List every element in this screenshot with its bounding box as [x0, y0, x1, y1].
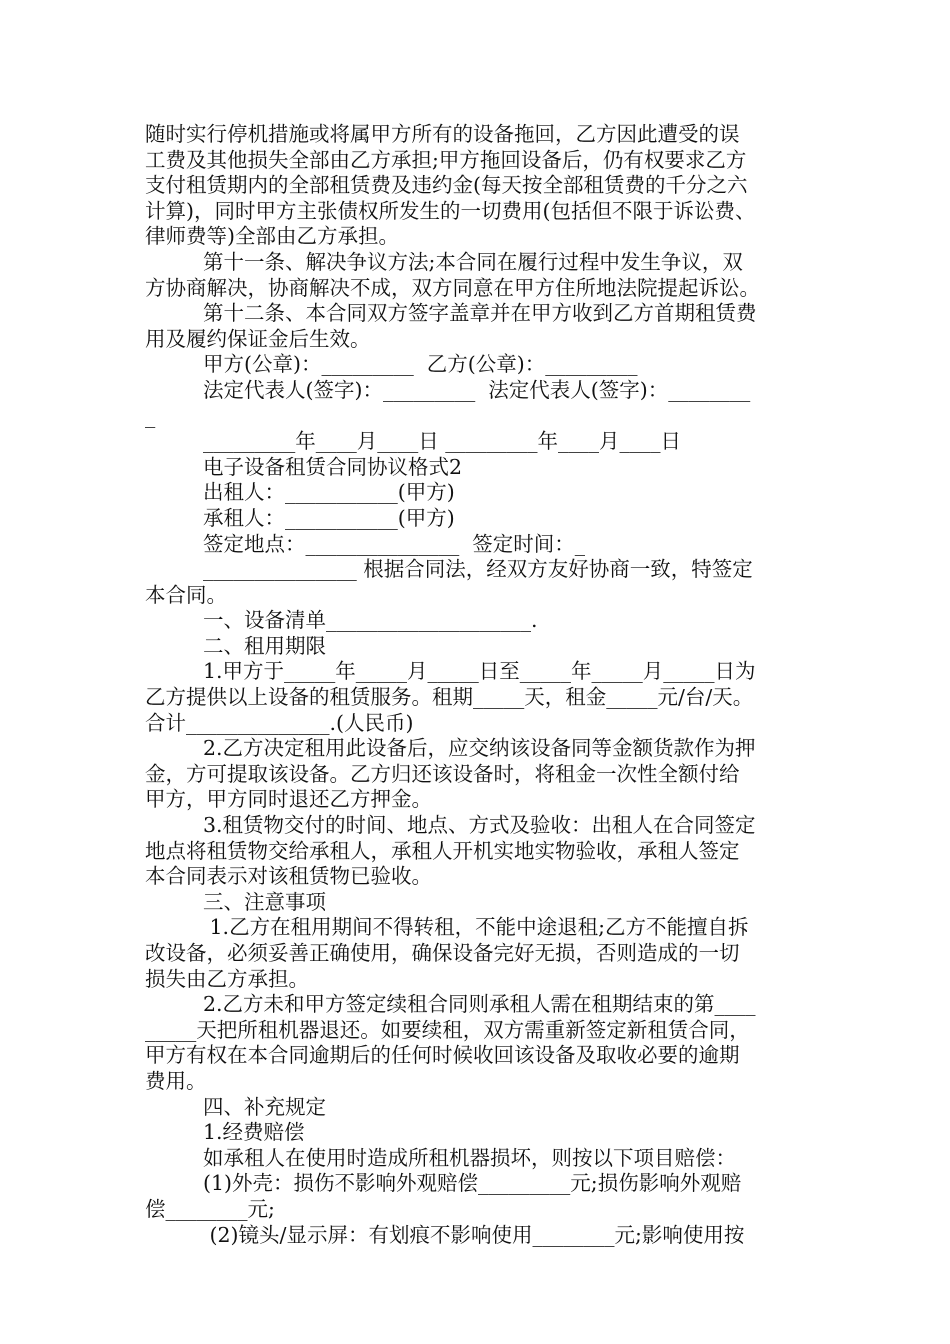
text-line: 如承租人在使用时造成所租机器损坏，则按以下项目赔偿：: [203, 1145, 736, 1170]
text-line: 律师费等)全部由乙方承担。: [145, 224, 399, 249]
text-line: 甲方(公章)：_________ 乙方(公章)：_________: [203, 352, 638, 377]
text-line: 2.乙方决定租用此设备后，应交纳该设备同等金额货款作为押: [203, 736, 756, 761]
text-line: 改设备，必须妥善正确使用，确保设备完好无损，否则造成的一切: [145, 941, 740, 965]
text-line: (2)镜头/显示屏：有划痕不影响使用________元;影响使用按: [203, 1222, 745, 1247]
text-line: 签定地点：_______________ 签定时间：_: [203, 531, 586, 556]
text-line: 乙方提供以上设备的租赁服务。租期_____天，租金_____元/台/天。: [145, 685, 754, 710]
text-line: 二、租用期限: [203, 633, 326, 658]
text-line: _________年____月____日 _________年____月____日: [203, 429, 682, 454]
text-line: 2.乙方未和甲方签定续租合同则承租人需在租期结束的第____: [203, 992, 756, 1017]
text-line: 损失由乙方承担。: [145, 966, 309, 991]
text-line: 方协商解决，协商解决不成，双方同意在甲方住所地法院提起诉讼。: [145, 275, 760, 300]
text-line: 1.经费赔偿: [203, 1120, 305, 1145]
text-line: 甲方，甲方同时退还乙方押金。: [145, 787, 432, 812]
text-line: 四、补充规定: [203, 1094, 326, 1119]
text-line: 第十二条、本合同双方签字盖章并在甲方收到乙方首期租赁费: [203, 301, 757, 326]
text-line: 地点将租赁物交给承租人，承租人开机实地实物验收，承租人签定: [145, 838, 740, 863]
text-line: 3.租赁物交付的时间、地点、方式及验收：出租人在合同签定: [203, 813, 756, 838]
text-line: (1)外壳：损伤不影响外观赔偿_________元;损伤影响外观赔: [203, 1171, 742, 1196]
text-line: 甲方有权在本合同逾期后的任何时候收回该设备及取收必要的逾期: [145, 1043, 740, 1068]
text-line: 本合同。: [145, 582, 227, 607]
text-line: 承租人：___________(甲方): [203, 505, 455, 530]
text-line: 1.乙方在租用期间不得转租，不能中途退租;乙方不能擅自拆: [203, 915, 749, 940]
text-line: _______________ 根据合同法，经双方友好协商一致，特签定: [203, 557, 753, 582]
text-line: 法定代表人(签字)：_________ 法定代表人(签字)：________: [203, 377, 751, 402]
text-line: 第十一条、解决争议方法;本合同在履行过程中发生争议，双: [203, 249, 743, 274]
text-line: _: [145, 403, 156, 428]
text-line: 随时实行停机措施或将属甲方所有的设备拖回，乙方因此遭受的误: [145, 122, 740, 146]
text-line: 本合同表示对该租赁物已验收。: [145, 864, 432, 889]
text-line: 电子设备租赁合同协议格式2: [203, 454, 463, 479]
text-line: 支付租赁期内的全部租赁费及违约金(每天按全部租赁费的千分之六: [145, 173, 748, 198]
text-line: 偿________元;: [145, 1196, 275, 1221]
text-line: 用及履约保证金后生效。: [145, 326, 371, 351]
document-body: [145, 122, 813, 1248]
text-line: 三、注意事项: [203, 889, 326, 914]
text-line: 合计______________.(人民币): [145, 710, 414, 735]
text-line: 工费及其他损失全部由乙方承担;甲方拖回设备后，仍有权要求乙方: [145, 147, 747, 172]
text-line: 出租人：___________(甲方): [203, 480, 455, 505]
text-line: 金，方可提取该设备。乙方归还该设备时，将租金一次性全额付给: [145, 761, 740, 786]
text-line: 计算)，同时甲方主张债权所发生的一切费用(包括但不限于诉讼费、: [145, 198, 756, 223]
text-line: 一、设备清单____________________.: [203, 608, 538, 633]
text-line: 费用。: [145, 1068, 207, 1093]
text-line: _____天把所租机器退还。如要续租，双方需重新签定新租赁合同，: [145, 1017, 750, 1042]
text-line: 1.甲方于_____年_____月_____日至_____年_____月_____日为: [203, 659, 756, 684]
